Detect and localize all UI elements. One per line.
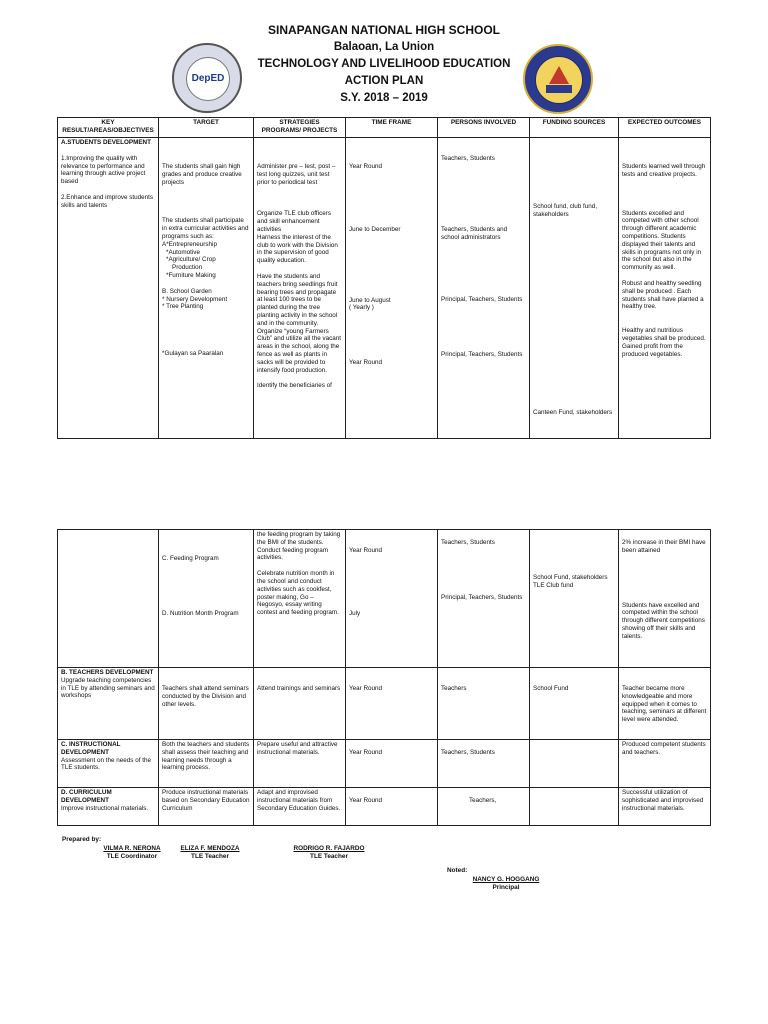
target-cell: The students shall gain high grades and produce creative projects The students shall participate in extra curricular activities and programs such as: A*Entrepreneurship *Automotive *Agriculture/ Crop Production *Furniture Making B. School Garden * Nursery Development * Tree Planting *Gulayan sa Paaralan xyxy=(159,138,254,439)
strategies-cell: Administer pre – test, post –test long quizzes, unit test prior to periodical test Organize TLE club officers and skill enhancement activities Harness the interest of the club to work with the Division in the supervision of good quality education. Have the students and teachers bring seedlings fruit bearing trees and propagate at least 100 trees to be planted during the tree planting activity in the school and in the community. Organize “young Farmers Club” and utilize all the vacant areas in the school, along the fence as well as plants in sacks will be provided to intensify food production. Identify the beneficiaries of xyxy=(254,138,346,439)
table-row xyxy=(58,740,711,788)
signatory-role: TLE Coordinator xyxy=(106,853,158,860)
department-name: TECHNOLOGY AND LIVELIHOOD EDUCATION xyxy=(257,58,511,70)
action-plan-table-2 xyxy=(57,529,711,826)
section-heading: C. INSTRUCTIONAL DEVELOPMENT xyxy=(61,741,121,756)
signatory-name: VILMA R. NERONA xyxy=(103,845,161,852)
table-header-row xyxy=(58,118,711,138)
signatory-role: Principal xyxy=(492,884,520,891)
key-result-cell: A.STUDENTS DEVELOPMENT 1.Improving the quality with relevance to performance and learning through active project based 2.Enhance and improve students skills and talents xyxy=(58,138,159,439)
column-header-outcomes: EXPECTED OUTCOMES xyxy=(619,118,711,138)
table-row xyxy=(58,788,711,826)
action-plan-table-1 xyxy=(57,117,711,439)
outcomes-cell: Successful utilization of sophisticated and improvised instructional materials. xyxy=(619,788,711,826)
persons-cell: Teachers, Students Teachers, Students and school administrators Principal, Teachers, Students Principal, Teachers, Students xyxy=(438,138,530,439)
signatory-name: NANCY G. HOGGANG xyxy=(472,876,540,883)
strategies-cell: Prepare useful and attractive instructional materials. xyxy=(254,740,346,788)
prepared-by-label: Prepared by: xyxy=(62,836,102,843)
section-heading: D. CURRICULUM DEVELOPMENT xyxy=(61,789,112,804)
principal-signatory xyxy=(464,876,548,892)
school-name: SINAPANGAN NATIONAL HIGH SCHOOL xyxy=(267,23,500,37)
strategies-cell: Adapt and improvised instructional materials from Secondary Education Guides. xyxy=(254,788,346,826)
signatory-2 xyxy=(168,845,252,861)
target-cell: Teachers shall attend seminars conducted by the Division and other levels. xyxy=(159,668,254,740)
deped-logo-text: DepED xyxy=(186,57,230,101)
key-result-cell: D. CURRICULUM DEVELOPMENT Improve instructional materials. xyxy=(58,788,159,826)
funding-cell: School Fund, stakeholders TLE Club fund xyxy=(530,530,619,668)
section-heading: B. TEACHERS DEVELOPMENT xyxy=(61,669,154,676)
key-result-cell: B. TEACHERS DEVELOPMENT Upgrade teaching competencies in TLE by attending seminars and workshops xyxy=(58,668,159,740)
signatory-3 xyxy=(282,845,376,861)
document-header xyxy=(0,22,768,107)
table-row xyxy=(58,530,711,668)
persons-cell: Teachers, Students Principal, Teachers, Students xyxy=(438,530,530,668)
column-header-key: KEY RESULT/AREAS/OBJECTIVES xyxy=(58,118,159,138)
signatory-1 xyxy=(90,845,174,861)
school-location: Balaoan, La Union xyxy=(333,41,435,53)
strategies-cell: the feeding program by taking the BMI of the students. Conduct feeding program activities. Celebrate nutrition month in the school and conduct activities such as cookfest, poster making, Go – Negosyo, essay writing contest and feeding program. xyxy=(254,530,346,668)
column-header-time-frame: TIME FRAME xyxy=(346,118,438,138)
target-cell: C. Feeding Program D. Nutrition Month Program xyxy=(159,530,254,668)
table-row xyxy=(58,138,711,439)
funding-cell: School Fund xyxy=(530,668,619,740)
outcomes-cell: 2% increase in their BMI have been attained Students have excelled and competed within the school through different competitions showing off their skills and talents. xyxy=(619,530,711,668)
target-cell: Produce instructional materials based on Secondary Education Curriculum xyxy=(159,788,254,826)
target-cell: Both the teachers and students shall assess their teaching and learning needs through a learning process. xyxy=(159,740,254,788)
time-frame-cell: Year Round June to December June to August ( Yearly ) Year Round xyxy=(346,138,438,439)
noted-label: Noted: xyxy=(447,867,468,874)
school-year: S.Y. 2018 – 2019 xyxy=(340,92,428,104)
signatory-name: ELIZA F. MENDOZA xyxy=(180,845,240,852)
funding-cell: School fund, club fund, stakeholders Canteen Fund, stakeholders xyxy=(530,138,619,439)
column-header-target: TARGET xyxy=(159,118,254,138)
column-header-strategies: STRATEGIES PROGRAMS/ PROJECTS xyxy=(254,118,346,138)
outcomes-cell: Teacher became more knowledgeable and more equipped when it comes to teaching, seminars at different level were attended. xyxy=(619,668,711,740)
time-frame-cell: Year Round xyxy=(346,668,438,740)
persons-cell: Teachers, Students xyxy=(438,740,530,788)
signatory-role: TLE Teacher xyxy=(191,853,229,860)
column-header-persons: PERSONS INVOLVED xyxy=(438,118,530,138)
section-heading: A.STUDENTS DEVELOPMENT xyxy=(61,139,151,146)
funding-cell xyxy=(530,788,619,826)
column-header-funding: FUNDING SOURCES xyxy=(530,118,619,138)
key-result-cell: C. INSTRUCTIONAL DEVELOPMENT Assessment on the needs of the TLE students. xyxy=(58,740,159,788)
time-frame-cell: Year Round July xyxy=(346,530,438,668)
funding-cell xyxy=(530,740,619,788)
persons-cell: Teachers, xyxy=(438,788,530,826)
outcomes-cell: Students learned well through tests and creative projects. Students excelled and competed with other school through different academic competitions. Students displayed their talents and skills in programs not only in the school but also in the community as well. Robust and healthy seedling shall be produced . Each students shall have planted a healthy tree. Healthy and nutritious vegetables shall be produced. Gained profit from the produced vegetables. xyxy=(619,138,711,439)
document-title: ACTION PLAN xyxy=(344,75,424,87)
key-result-cell xyxy=(58,530,159,668)
outcomes-cell: Produced competent students and teachers. xyxy=(619,740,711,788)
strategies-cell: Attend trainings and seminars xyxy=(254,668,346,740)
signatory-role: TLE Teacher xyxy=(310,853,348,860)
time-frame-cell: Year Round xyxy=(346,788,438,826)
signatory-name: RODRIGO R. FAJARDO xyxy=(293,845,365,852)
time-frame-cell: Year Round xyxy=(346,740,438,788)
persons-cell: Teachers xyxy=(438,668,530,740)
table-row xyxy=(58,668,711,740)
